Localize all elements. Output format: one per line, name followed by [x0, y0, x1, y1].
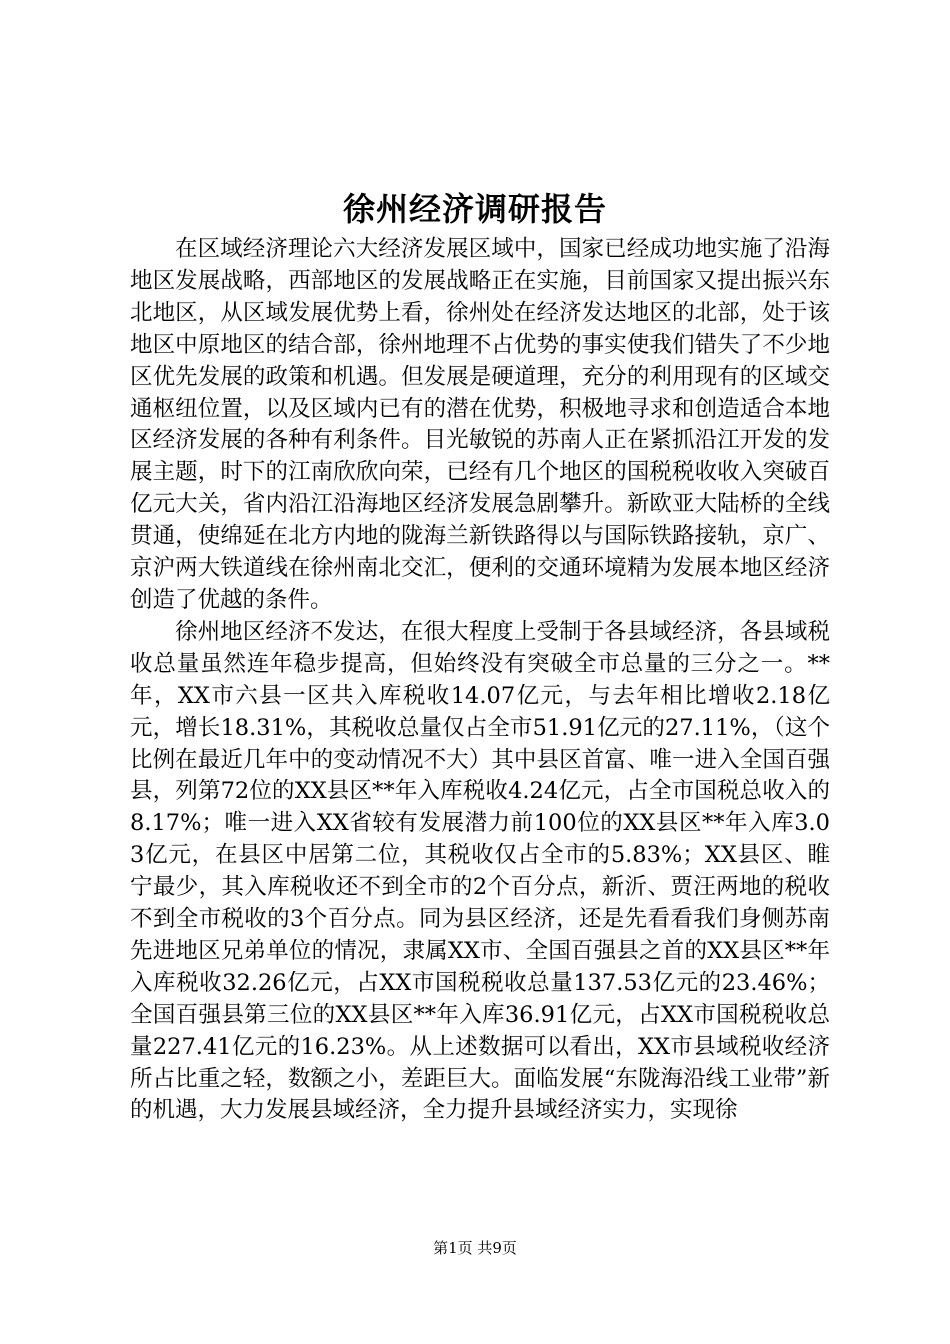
document-body [130, 234, 830, 1127]
paragraph-2: 徐州地区经济不发达，在很大程度上受制于各县域经济，各县域税收总量虽然连年稳步提高，但始终没有突破全市总量的三分之一。**年，XX市六县一区共入库税收14.07亿元，与去年相比增收2.18亿元，增长18.31%，其税收总量仅占全市51.91亿元的27.11%，（这个比例在最近几年中的变动情况不大）其中县区首富、唯一进入全国百强县，列第72位的XX县区**年入库税收4.24亿元，占全市国税总收入的8.17%；唯一进入XX省较有发展潜力前100位的XX县区**年入库3.03亿元，在县区中居第二位，其税收仅占全市的5.83%；XX县区、睢宁最少，其入库税收还不到全市的2个百分点，新沂、贾汪两地的税收不到全市税收的3个百分点。同为县区经济，还是先看看我们身侧苏南先进地区兄弟单位的情况，隶属XX市、全国百强县之首的XX县区**年入库税收32.26亿元，占XX市国税税收总量137.53亿元的23.46%；全国百强县第三位的XX县区**年入库36.91亿元，占XX市国税税收总量227.41亿元的16.23%。从上述数据可以看出，XX市县域税收经济所占比重之轻，数额之小，差距巨大。面临发展“东陇海沿线工业带”新的机遇，大力发展县域经济，全力提升县域经济实力，实现徐 [130, 618, 830, 1124]
paragraph-1: 在区域经济理论六大经济发展区域中，国家已经成功地实施了沿海地区发展战略，西部地区的发展战略正在实施，目前国家又提出振兴东北地区，从区域发展优势上看，徐州处在经济发达地区的北部，处于该地区中原地区的结合部，徐州地理不占优势的事实使我们错失了不少地区优先发展的政策和机遇。但发展是硬道理，充分的利用现有的区域交通枢纽位置，以及区域内已有的潜在优势，积极地寻求和创造适合本地区经济发展的各种有利条件。目光敏锐的苏南人正在紧抓沿江开发的发展主题，时下的江南欣欣向荣，已经有几个地区的国税税收收入突破百亿元大关，省内沿江沿海地区经济发展急剧攀升。新欧亚大陆桥的全线贯通，使绵延在北方内地的陇海兰新铁路得以与国际铁路接轨，京广、京沪两大铁道线在徐州南北交汇，便利的交通环境精为发展本地区经济创造了优越的条件。 [130, 236, 830, 613]
document-title: 徐州经济调研报告 [342, 190, 607, 228]
page-number-footer: 第1页 共9页 [433, 1239, 517, 1257]
